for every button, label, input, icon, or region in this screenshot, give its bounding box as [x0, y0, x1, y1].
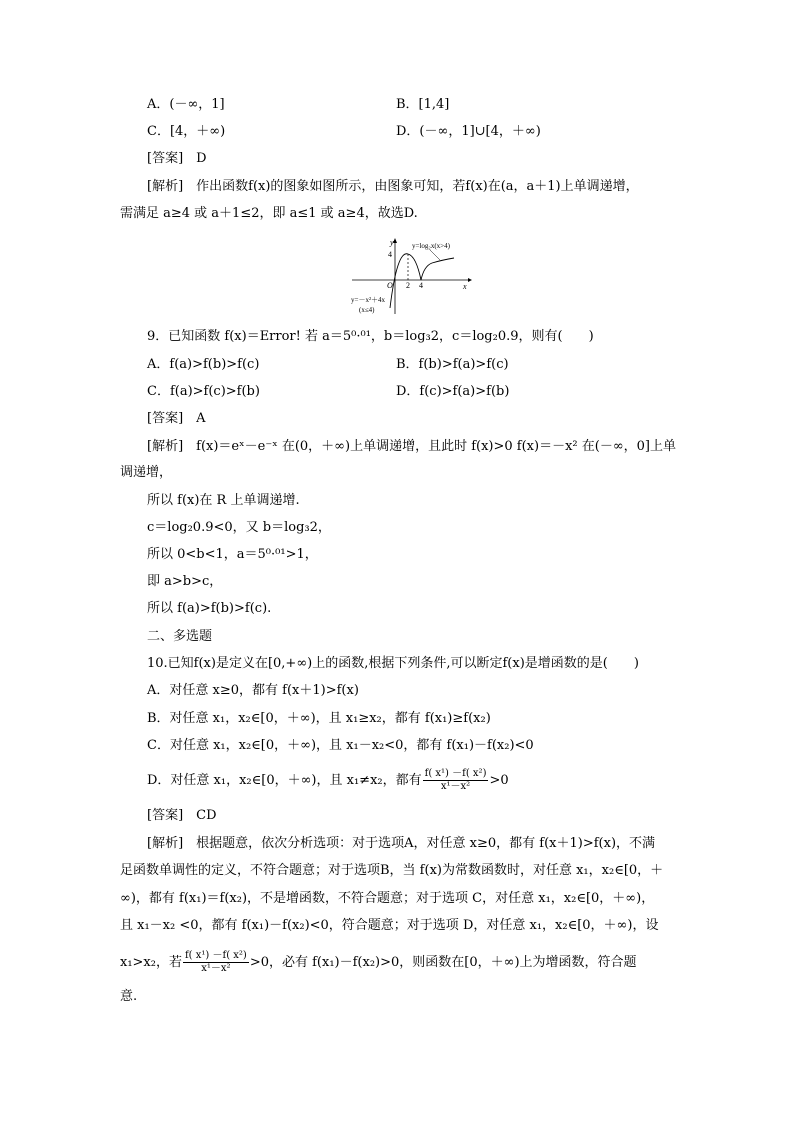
q9-analysis-line-2: 调递增，: [120, 465, 173, 480]
q10-option-b: B．对任意 x₁，x₂∈[0，＋∞)，且 x₁≥x₂，都有 f(x₁)≥f(x₂): [147, 711, 491, 726]
origin-label: O: [387, 281, 393, 290]
q10-analysis-line-6: 意.: [120, 989, 138, 1004]
q10-option-d-denominator: x¹－x²: [440, 781, 471, 792]
q8-answer: [答案] D: [147, 151, 207, 166]
q10-analysis-5-tail: >0，必有 f(x₁)－f(x₂)>0，则函数在[0，＋∞)上为增函数，符合题: [249, 955, 637, 970]
x-tick-4: 4: [419, 281, 423, 290]
y-axis-arrow: [393, 238, 397, 243]
x-axis-label: x: [463, 282, 467, 291]
q10-option-a: A．对任意 x≥0，都有 f(x＋1)>f(x): [147, 683, 359, 698]
q9-analysis-line-7: 所以 f(a)>f(b)>f(c).: [147, 601, 272, 616]
q8-analysis-line-1: [解析] 作出函数f(x)的图象如图所示，由图象可知，若f(x)在(a，a＋1)上单调递增，: [147, 179, 639, 194]
q10-option-c: C．对任意 x₁，x₂∈[0，＋∞)，且 x₁－x₂<0，都有 f(x₁)－f(x₂)<0: [147, 738, 534, 753]
q8-option-c: C．[4，＋∞): [147, 124, 226, 139]
q9-option-c: C．f(a)>f(c)>f(b): [147, 384, 260, 399]
section-title: 二、多选题: [147, 629, 213, 644]
q9-option-b: B．f(b)>f(a)>f(c): [396, 357, 509, 372]
q9-option-a: A．f(a)>f(b)>f(c): [147, 357, 260, 372]
q10-analysis-line-1: [解析] 根据题意，依次分析选项：对于选项A，对任意 x≥0，都有 f(x＋1)>f(x)，不满: [147, 836, 656, 851]
q9-analysis-line-6: 即 a>b>c，: [147, 574, 223, 589]
q9-analysis-line-1: [解析] f(x)＝eˣ－e⁻ˣ 在(0，＋∞)上单调递增，且此时 f(x)>0 f(x)＝－x² 在(－∞，0]上单: [147, 439, 676, 454]
q9-stem: 9．已知函数 f(x)＝Error! 若 a＝5⁰·⁰¹，b＝log₃2，c＝log₂0.9，则有( ): [147, 329, 594, 344]
q8-option-a: A．(－∞，1]: [147, 97, 225, 112]
q10-option-d: [147, 768, 509, 793]
parabola-label: y=－x²＋4x: [351, 296, 386, 304]
label-pointer: [430, 250, 440, 260]
y-tick-4: 4: [388, 250, 392, 259]
log-curve: [421, 258, 454, 280]
q9-analysis-line-4: c＝log₂0.9<0，又 b＝log₃2，: [147, 520, 331, 535]
q8-option-b: B．[1,4]: [396, 97, 450, 112]
q10-analysis-numerator: f( x¹) －f( x²): [184, 950, 247, 961]
q9-analysis-line-5: 所以 0<b<1，a＝5⁰·⁰¹>1，: [147, 547, 318, 562]
q10-analysis-fraction: [183, 950, 249, 975]
q10-analysis-line-2: 足函数单调性的定义，不符合题意；对于选项B，当 f(x)为常数函数时，对任意 x₁，x₂∈[0，＋: [120, 863, 664, 878]
q10-stem: 10.已知f(x)是定义在[0,+∞)上的函数,根据下列条件,可以断定f(x)是增函数的是( ): [147, 656, 639, 671]
q10-option-d-tail: >0: [489, 773, 509, 788]
q10-analysis-line-5: [120, 950, 637, 975]
q8-option-d: D．(－∞，1]∪[4，＋∞): [396, 124, 541, 139]
x-axis-arrow: [468, 278, 472, 282]
q10-option-d-fraction: [423, 768, 489, 793]
parabola-domain-label: (x≤4): [359, 306, 375, 314]
function-graph-figure: [350, 236, 475, 316]
q10-analysis-denominator: x¹－x²: [201, 963, 231, 974]
q8-analysis-line-2: 需满足 a≥4 或 a＋1≤2，即 a≤1 或 a≥4，故选D.: [120, 206, 418, 221]
q10-analysis-5-lead: x₁>x₂，若: [120, 955, 182, 970]
q10-option-d-numerator: f( x¹) －f( x²): [424, 768, 487, 779]
q9-answer: [答案] A: [147, 411, 206, 426]
q9-analysis-line-3: 所以 f(x)在 R 上单调递增.: [147, 493, 300, 508]
log-curve-label: y=log₂x(x>4): [412, 242, 450, 250]
x-tick-2: 2: [406, 281, 410, 290]
q9-option-d: D．f(c)>f(a)>f(b): [396, 384, 510, 399]
y-axis-label: y: [390, 238, 394, 247]
q10-option-d-text: D．对任意 x₁，x₂∈[0，＋∞)，且 x₁≠x₂，都有: [147, 773, 422, 788]
q10-answer: [答案] CD: [147, 808, 217, 823]
q10-analysis-line-3: ∞)，都有 f(x₁)＝f(x₂)，不是增函数，不符合题意；对于选项 C，对任意 x₁，x₂∈[0，＋∞)，: [120, 891, 655, 906]
q10-analysis-line-4: 且 x₁－x₂ <0，都有 f(x₁)－f(x₂)<0，符合题意；对于选项 D，对任意 x₁，x₂∈[0，＋∞)，设: [120, 918, 659, 933]
